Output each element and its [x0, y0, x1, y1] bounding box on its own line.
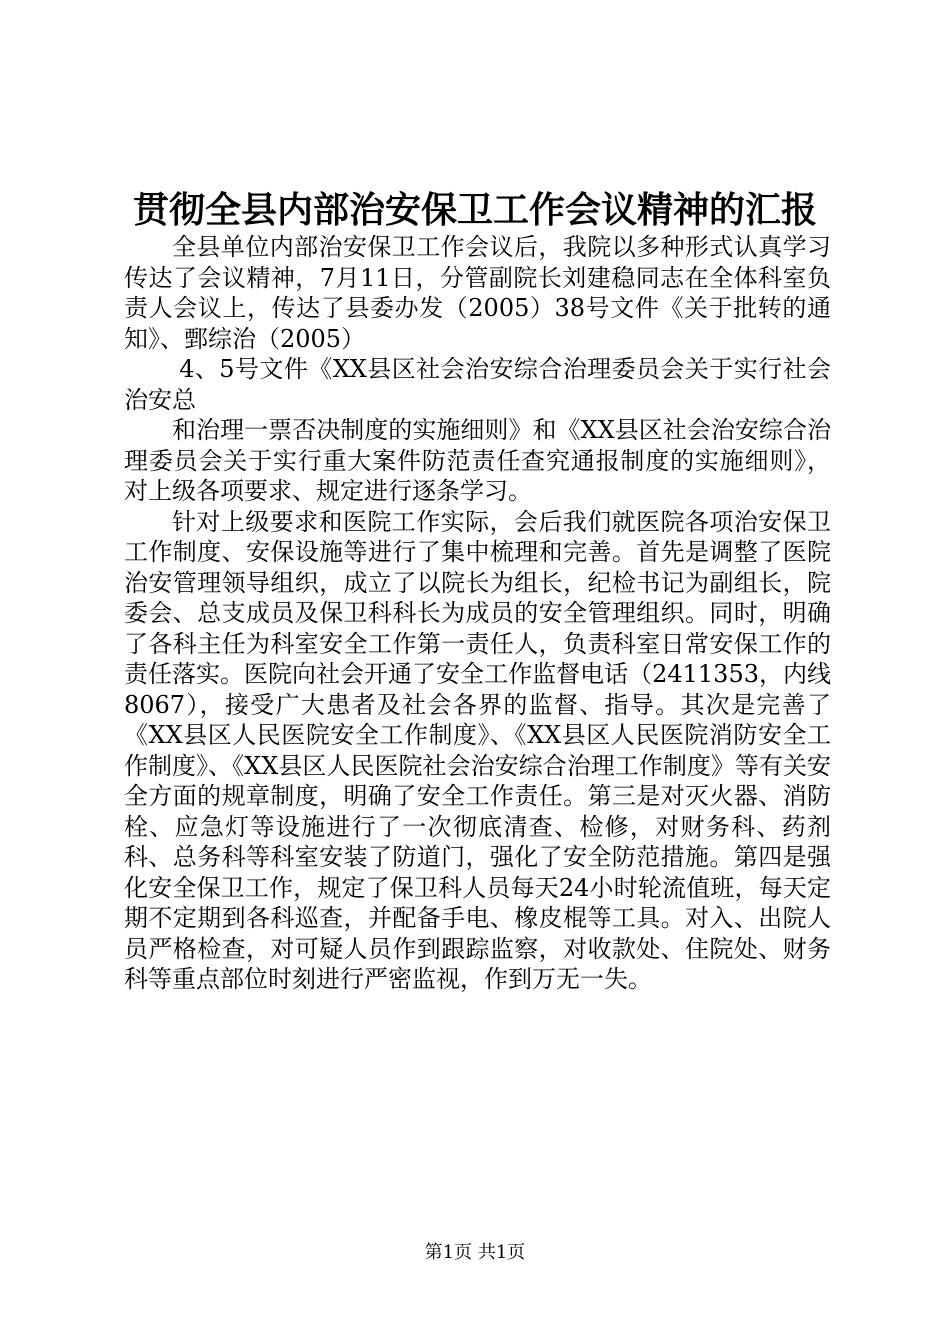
paragraph-2: 4、5号文件《XX县区社会治安综合治理委员会关于实行社会治安总: [124, 355, 831, 414]
page-footer: 第1页 共1页: [424, 1242, 526, 1263]
paragraph-1: 全县单位内部治安保卫工作会议后，我院以多种形式认真学习传达了会议精神，7月11日，分管副院长刘建稳同志在全体科室负责人会议上，传达了县委办发（2005）38号文件《关于批转的通知》、鄄综治（2005）: [124, 233, 831, 353]
paragraph-3: 和治理一票否决制度的实施细则》和《XX县区社会治安综合治理委员会关于实行重大案件防范责任查究通报制度的实施细则》，对上级各项要求、规定进行逐条学习。: [124, 416, 831, 505]
document-title: 贯彻全县内部治安保卫工作会议精神的汇报: [132, 189, 817, 231]
paragraph-4: 针对上级要求和医院工作实际，会后我们就医院各项治安保卫工作制度、安保设施等进行了集中梳理和完善。首先是调整了医院治安管理领导组织，成立了以院长为组长，纪检书记为副组长，院委会、总支成员及保卫科科长为成员的安全管理组织。同时，明确了各科主任为科室安全工作第一责任人，负责科室日常安保工作的责任落实。医院向社会开通了安全工作监督电话（2411353，内线8067），接受广大患者及社会各界的监督、指导。其次是完善了《XX县区人民医院安全工作制度》、《XX县区人民医院消防安全工作制度》、《XX县区人民医院社会治安综合治理工作制度》等有关安全方面的规章制度，明确了安全工作责任。第三是对灭火器、消防栓、应急灯等设施进行了一次彻底清查、检修，对财务科、药剂科、总务科等科室安装了防道门，强化了安全防范措施。第四是强化安全保卫工作，规定了保卫科人员每天24小时轮流值班，每天定期不定期到各科巡查，并配备手电、橡皮棍等工具。对入、出院人员严格检查，对可疑人员作到跟踪监察，对收款处、住院处、财务科等重点部位时刻进行严密监视，作到万无一失。: [124, 507, 831, 993]
document-body: [124, 232, 831, 995]
